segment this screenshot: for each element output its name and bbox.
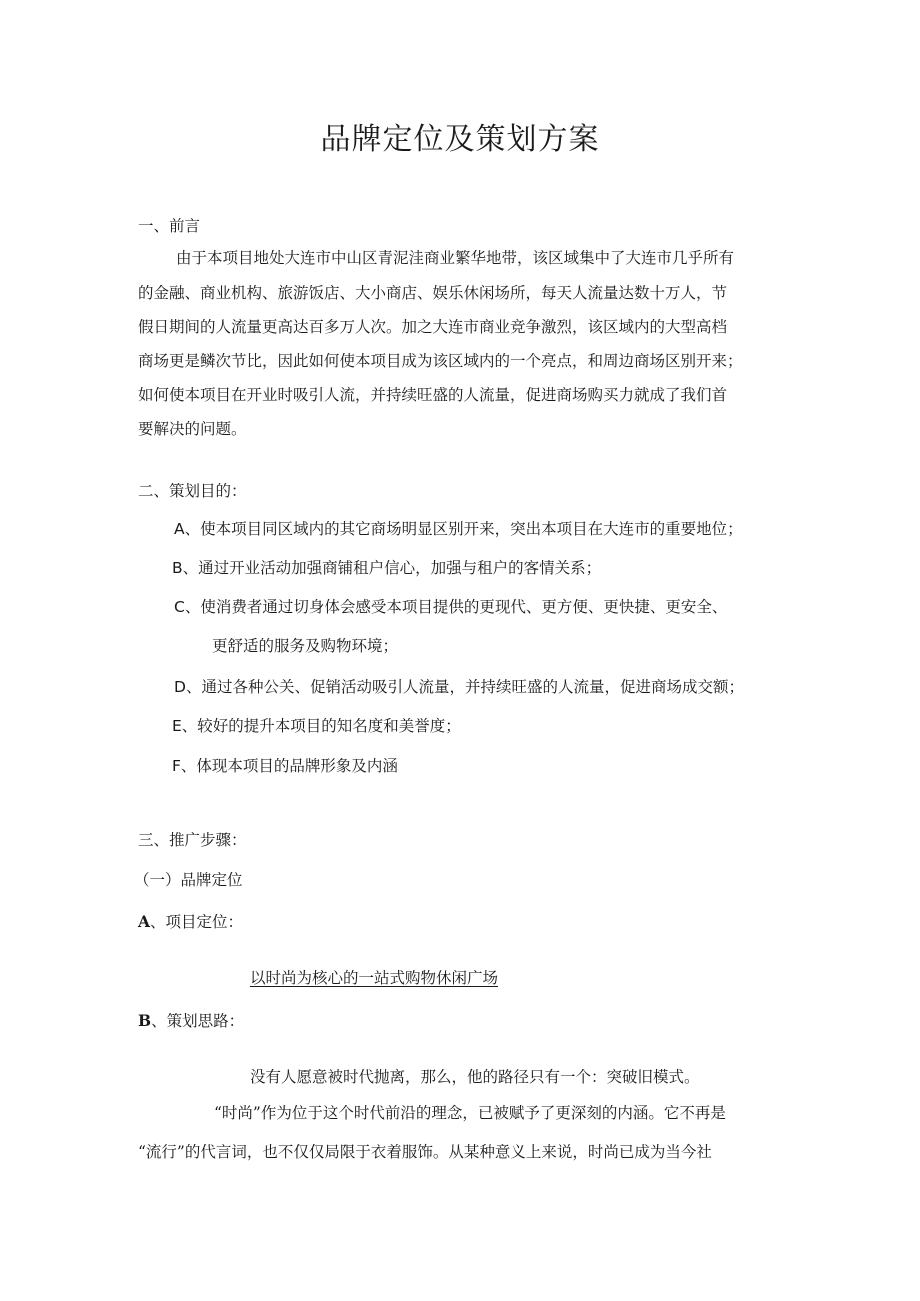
objective-item — [172, 558, 601, 578]
item-marker: D — [174, 678, 186, 696]
paragraph-line: “时尚”作为位于这个时代前沿的理念，已被赋予了更深刻的内涵。它不再是 — [214, 1104, 726, 1122]
item-marker: F — [172, 757, 181, 775]
sub-heading-brand-positioning: （一）品牌定位 — [134, 871, 243, 889]
item-text: 、使消费者通过切身体会感受本项目提供的更现代、更方便、更快捷、更安全、 — [184, 598, 728, 616]
page-title: 品牌定位及策划方案 — [320, 122, 600, 157]
item-marker: B — [172, 559, 183, 577]
item-planning-idea — [138, 1011, 244, 1031]
item-text: 、通过开业活动加强商铺租户信心，加强与租户的客情关系； — [182, 559, 602, 577]
section-heading-objectives: 二、策划目的： — [138, 482, 247, 500]
item-text: 、较好的提升本项目的知名度和美誉度； — [181, 717, 461, 735]
item-text: 、项目定位： — [150, 913, 244, 931]
item-marker: B — [138, 1011, 152, 1030]
objective-item — [172, 716, 461, 736]
objective-item — [174, 677, 744, 697]
objective-item-continuation — [212, 636, 398, 656]
paragraph-line: 要解决的问题。 — [138, 420, 247, 438]
item-marker: C — [174, 598, 185, 616]
objective-item — [174, 519, 743, 539]
section-heading-preface: 一、前言 — [138, 217, 201, 235]
positioning-statement: 以时尚为核心的一站式购物休闲广场 — [250, 969, 499, 987]
item-project-positioning — [138, 912, 243, 932]
paragraph-line: 如何使本项目在开业时吸引人流，并持续旺盛的人流量，促进商场购买力就成了我们首 — [138, 386, 728, 404]
item-marker: A — [174, 520, 185, 538]
objective-item — [172, 756, 398, 776]
item-marker: E — [172, 717, 182, 735]
item-marker: A — [138, 912, 151, 931]
paragraph-line: 的金融、商业机构、旅游饭店、大小商店、娱乐休闲场所，每天人流量达数十万人，节 — [138, 284, 728, 302]
objective-item — [174, 597, 727, 617]
quote-line: 没有人愿意被时代抛离，那么，他的路径只有一个：突破旧模式。 — [250, 1068, 700, 1086]
item-text: 、通过各种公关、促销活动吸引人流量，并持续旺盛的人流量，促进商场成交额； — [185, 678, 744, 696]
section-heading-promotion: 三、推广步骤： — [138, 831, 247, 849]
item-text: 、体现本项目的品牌形象及内涵 — [180, 757, 398, 775]
paragraph-line: 由于本项目地处大连市中山区青泥洼商业繁华地带，该区域集中了大连市几乎所有 — [176, 249, 735, 267]
item-text: 、使本项目同区域内的其它商场明显区别开来，突出本项目在大连市的重要地位； — [184, 520, 743, 538]
paragraph-line: 假日期间的人流量更高达百多万人次。加之大连市商业竞争激烈，该区域内的大型高档 — [138, 318, 728, 336]
item-text: 更舒适的服务及购物环境； — [212, 637, 399, 655]
paragraph-line: “流行”的代言词，也不仅仅局限于衣着服饰。从某种意义上来说，时尚已成为当今社 — [138, 1143, 712, 1161]
item-text: 、策划思路： — [151, 1012, 245, 1030]
paragraph-line: 商场更是鳞次节比，因此如何使本项目成为该区域内的一个亮点，和周边商场区别开来； — [138, 352, 743, 370]
